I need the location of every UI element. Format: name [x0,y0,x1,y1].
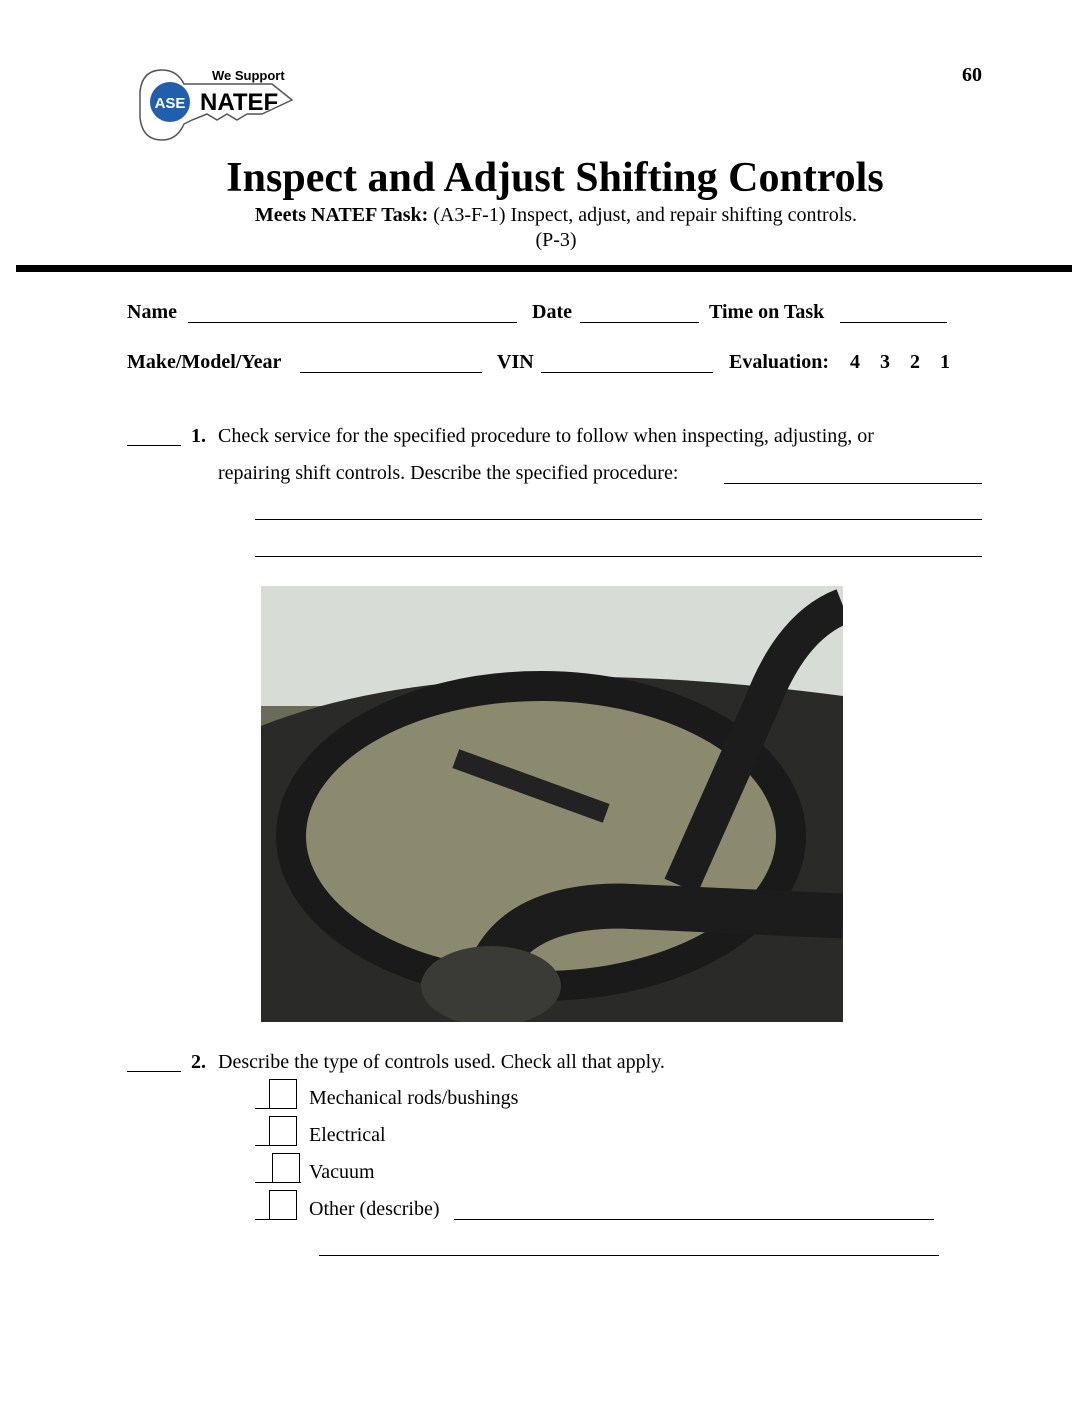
checkbox-vacuum[interactable] [272,1153,300,1183]
score-4[interactable]: 4 [850,351,860,373]
option-mechanical: Mechanical rods/bushings [309,1087,519,1109]
q1-check-field[interactable] [127,445,181,446]
vin-label: VIN [497,351,534,373]
option-vacuum: Vacuum [309,1161,375,1183]
name-field[interactable] [188,322,517,323]
q1-number: 1. [191,425,206,447]
make-label: Make/Model/Year [127,351,282,373]
other-describe-line-2[interactable] [319,1255,939,1256]
q2-number: 2. [191,1051,206,1073]
task-label: Meets NATEF Task: [254,204,429,226]
divider [16,265,1072,272]
evaluation-scores [850,351,950,374]
score-3[interactable]: 3 [880,351,890,373]
svg-text:NATEF: NATEF [200,89,279,116]
time-label: Time on Task [709,301,825,323]
evaluation-label: Evaluation: [729,351,830,373]
make-field[interactable] [300,372,482,373]
page-title: Inspect and Adjust Shifting Controls [226,155,884,201]
score-1[interactable]: 1 [940,351,950,373]
q1-answer-line-2[interactable] [255,519,982,520]
checkbox-other[interactable] [269,1190,297,1220]
task-text: (A3-F-1) Inspect, adjust, and repair shifting controls. [433,204,858,226]
vin-field[interactable] [541,372,713,373]
option-other: Other (describe) [309,1198,440,1220]
q1-answer-line-1[interactable] [724,483,982,484]
q2-text: Describe the type of controls used. Check all that apply. [218,1051,665,1073]
date-label: Date [532,301,572,323]
q1-text-line1: Check service for the specified procedure to follow when inspecting, adjusting, or [218,425,874,447]
checkbox-mechanical[interactable] [269,1079,297,1109]
score-2[interactable]: 2 [910,351,920,373]
date-field[interactable] [580,322,699,323]
task-priority: (P-3) [535,229,577,251]
q2-check-field[interactable] [127,1071,181,1072]
q1-text-line2: repairing shift controls. Describe the specified procedure: [218,462,679,484]
q1-answer-line-3[interactable] [255,556,982,557]
page-number: 60 [962,64,982,86]
svg-text:ASE: ASE [154,95,186,112]
option-electrical: Electrical [309,1124,386,1146]
shift-linkage-photo [261,586,843,1022]
name-label: Name [127,301,177,323]
svg-text:We Support: We Support [212,68,285,83]
natef-logo [132,62,302,152]
time-field[interactable] [840,322,947,323]
other-describe-line-1[interactable] [454,1219,934,1220]
checkbox-electrical[interactable] [269,1116,297,1146]
